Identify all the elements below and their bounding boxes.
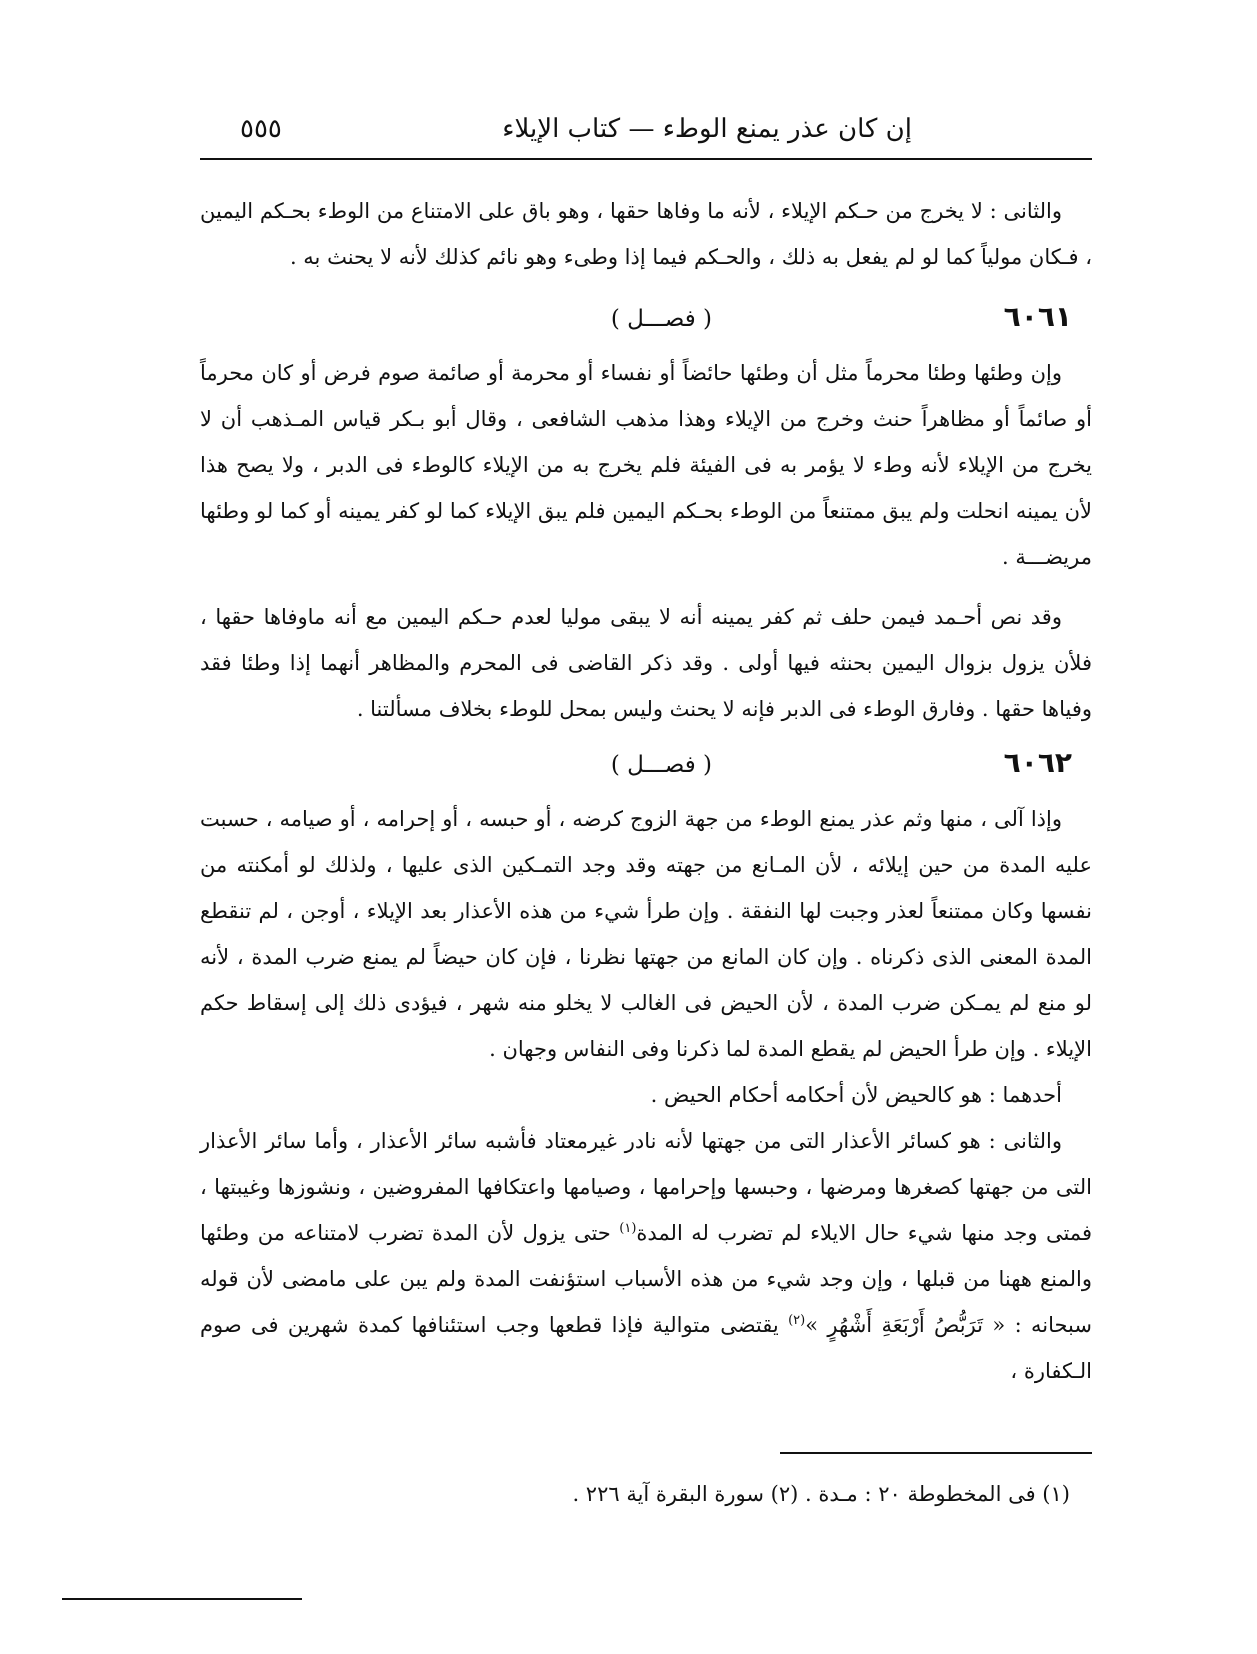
footnotes: (١) فى المخطوطة ٢٠ : مـدة . (٢) سورة البقرة آية ٢٢٦ .	[572, 1482, 1070, 1506]
header-rule	[200, 158, 1092, 160]
footnote-ref: (١)	[619, 1221, 637, 1236]
paragraph: والثانى : لا يخرج من حـكم الإيلاء ، لأنه ما وفاها حقها ، وهو باق على الامتناع من الوطء بحـكم اليمين ، فـكان مولياً كما لو لم يفعل به ذلك ، والحـكم فيما إذا وطىء وهو نائم كذلك لأنه لا يحنث به .	[200, 199, 1092, 269]
paragraph-text: حتى يزول لأن المدة تضرب لامتناعه من وطئها والمنع ههنا من قبلها ، وإن وجد شيء من هذه الأسباب استؤنفت المدة ولم يبن على مامضى لأن قوله سبحانه :	[200, 1221, 1092, 1337]
running-header	[200, 108, 1092, 160]
section-heading-6061	[200, 294, 1092, 344]
section-number: ٦٠٦٢	[1003, 746, 1072, 779]
section-title: ( فصـــل )	[610, 752, 712, 778]
bottom-rule	[62, 1598, 302, 1600]
paragraph-text: يقتضى متوالية فإذا قطعها وجب استئنافها كمدة شهرين فى صوم الـكفارة ،	[200, 1313, 1092, 1383]
paragraph: أحدهما : هو كالحيض لأن أحكامه أحكام الحيض .	[650, 1083, 1062, 1107]
quran-quote: « تَرَبُّصُ أَرْبَعَةِ أَشْهُرٍ »	[805, 1313, 1006, 1337]
footnote-rule	[780, 1452, 1092, 1454]
paragraph: وإن وطئها وطئا محرماً مثل أن وطئها حائضاً أو نفساء أو محرمة أو صائمة صوم فرض أو كان محرماً أو صائماً أو مظاهراً حنث وخرج من الإيلاء وهذا مذهب الشافعى ، وقال أبو بـكر قياس المـذهب أن لا يخرج من الإيلاء لأنه وطء لا يؤمر به فى الفيئة فلم يخرج به من الإيلاء كالوطء فى الدبر ، ولا يصح هذا لأن يمينه انحلت ولم يبق ممتنعاً من الوطء بحـكم اليمين فلم يبق الإيلاء كما لو كفر يمينه أو كما لو وطئها مريضـــة .	[200, 361, 1092, 569]
section-title: ( فصـــل )	[610, 306, 712, 332]
section-number: ٦٠٦١	[1003, 300, 1072, 333]
paragraph	[200, 1118, 1092, 1394]
page-number: ٥٥٥	[240, 114, 282, 144]
paragraph: وقد نص أحـمد فيمن حلف ثم كفر يمينه أنه لا يبقى موليا لعدم حـكم اليمين مع أنه ماوفاها حقها ، فلأن يزول بزوال اليمين بحنثه فيها أولى . وقد ذكر القاضى فى المحرم والمظاهر أنهما إذا وطئا فقد وفياها حقها . وفارق الوطء فى الدبر فإنه لا يحنث وليس بمحل للوطء بخلاف مسألتنا .	[200, 605, 1092, 721]
section-heading-6062	[200, 740, 1092, 790]
body-text	[200, 188, 1092, 1394]
footnote-ref: (٢)	[788, 1313, 806, 1328]
paragraph: وإذا آلى ، منها وثم عذر يمنع الوطء من جهة الزوج كرضه ، أو حبسه ، أو إحرامه ، أو صيامه ، حسبت عليه المدة من حين إيلائه ، لأن المـانع من جهته وقد وجد التمـكين الذى عليها ، ولذلك لو أمكنته من نفسها وكان ممتنعاً لعذر وجبت لها النفقة . وإن طرأ شيء من هذه الأعذار بعد الإيلاء ، أوجن ، لم تنقطع المدة المعنى الذى ذكرناه . وإن كان المانع من جهتها نظرنا ، فإن كان حيضاً لم يمنع ضرب المدة ، لأنه لو منع لم يمـكن ضرب المدة ، لأن الحيض فى الغالب لا يخلو منه شهر ، فيؤدى ذلك إلى إسقاط حكم الإيلاء . وإن طرأ الحيض لم يقطع المدة لما ذكرنا وفى النفاس وجهان .	[200, 807, 1092, 1061]
header-title: إن كان عذر يمنع الوطء — كتاب الإيلاء	[502, 114, 912, 144]
paragraph-text: والثانى : هو كسائر الأعذار التى من جهتها لأنه نادر غيرمعتاد فأشبه سائر الأعذار ، وأما سائر الأعذار التى من جهتها كصغرها ومرضها ، وحبسها وإحرامها ، وصيامها واعتكافها المفروضين ، ونشوزها وغيبتها ، فمتى وجد منها شيء حال الايلاء لم تضرب له المدة	[200, 1129, 1092, 1245]
